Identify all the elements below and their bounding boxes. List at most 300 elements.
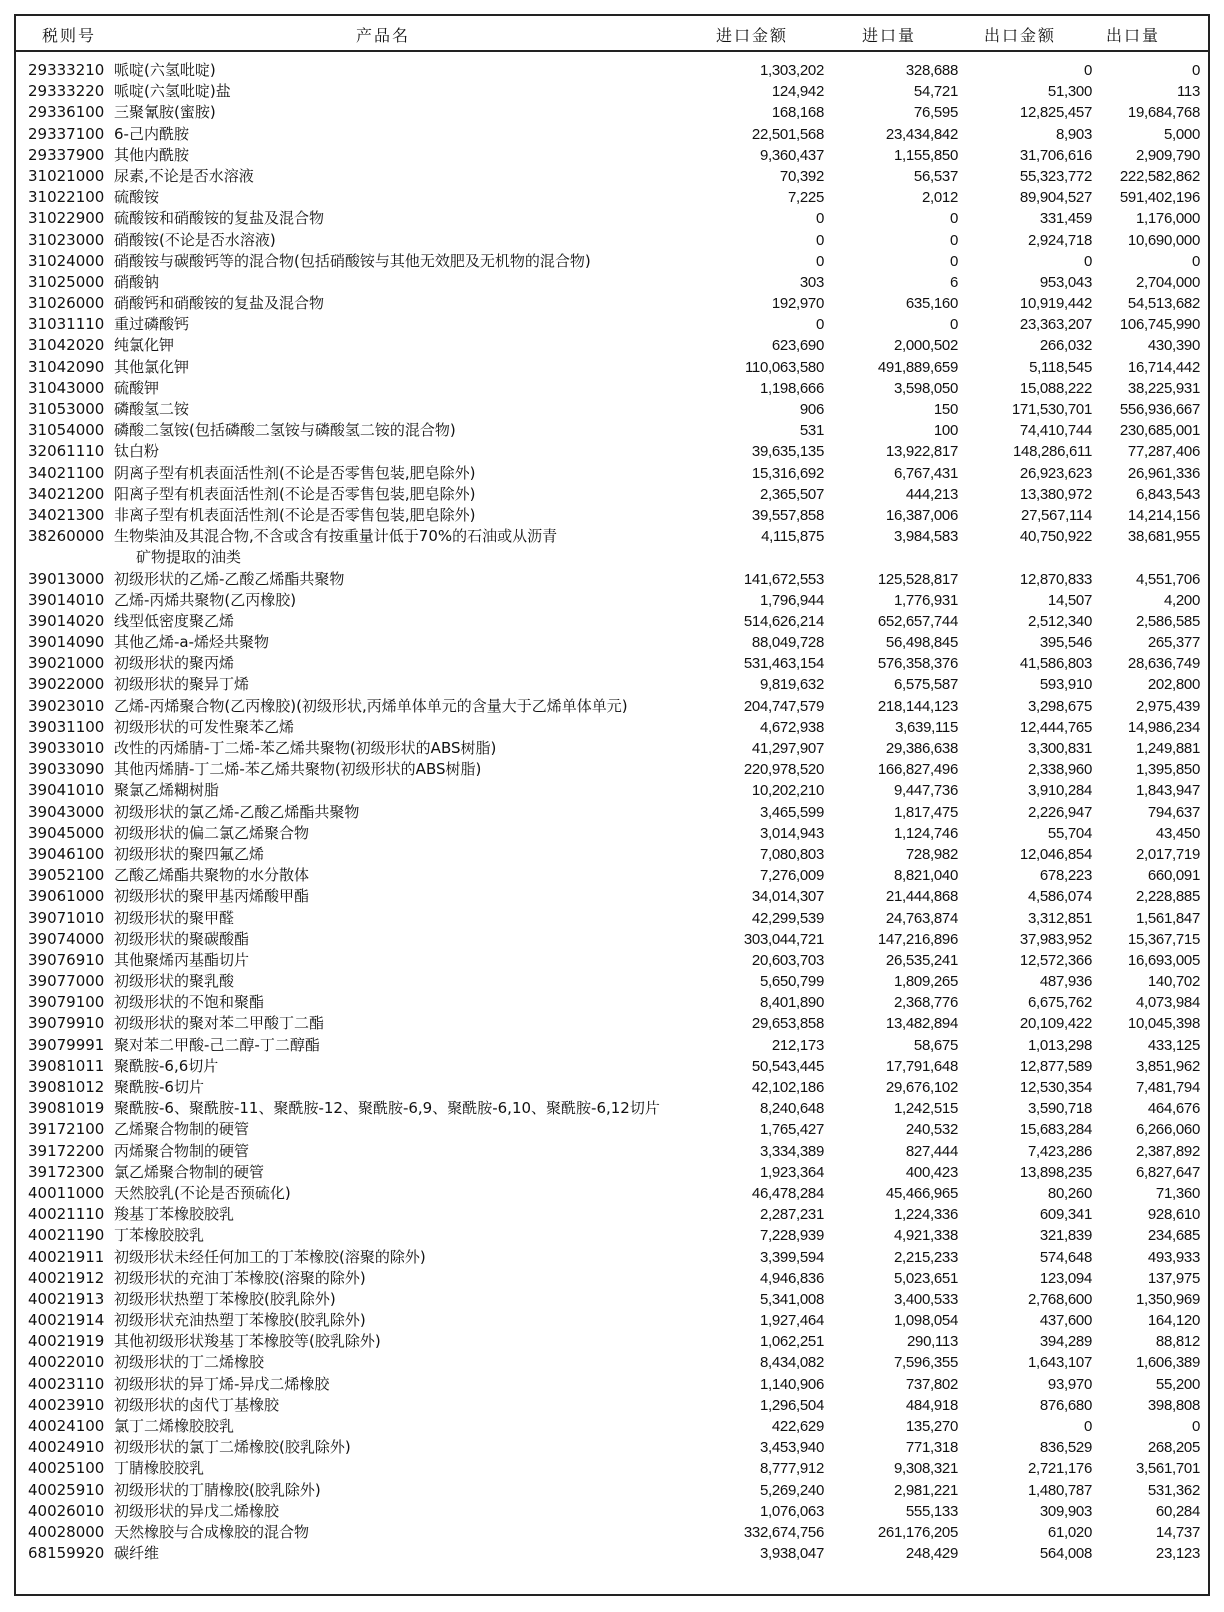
cell-product-name: 聚对苯二甲酸-己二醇-丁二醇酯 [114, 1035, 320, 1054]
cell-export-amount: 10,919,442 [1019, 295, 1092, 313]
cell-export-amount: 15,088,222 [1019, 379, 1092, 397]
cell-product-name: 初级形状的聚乳酸 [114, 972, 235, 991]
cell-product-name: 丁腈橡胶胶乳 [114, 1459, 205, 1478]
table-row [16, 1522, 1208, 1543]
cell-import-amount: 204,747,579 [743, 697, 824, 715]
cell-export-qty: 0 [1191, 1418, 1200, 1436]
cell-product-name: 初级形状的聚异丁烯 [114, 675, 250, 694]
cell-product-name: 磷酸氢二铵 [114, 400, 190, 418]
cell-product-name: 初级形状的聚甲基丙烯酸甲酯 [114, 887, 310, 906]
cell-product-name: 天然橡胶与合成橡胶的混合物 [114, 1522, 310, 1541]
cell-import-amount: 0 [815, 231, 824, 249]
cell-import-qty: 17,791,648 [885, 1057, 958, 1075]
cell-code: 39071010 [28, 908, 105, 927]
cell-export-amount: 27,567,114 [1021, 506, 1092, 524]
table-row [16, 1035, 1208, 1056]
cell-import-qty: 135,270 [905, 1418, 958, 1436]
cell-product-name: 初级形状的聚四氟乙烯 [114, 844, 265, 863]
cell-export-qty: 6,827,647 [1135, 1163, 1200, 1181]
cell-product-name: 初级形状的充油丁苯橡胶(溶聚的除外) [114, 1268, 366, 1287]
cell-import-qty: 2,368,776 [893, 994, 958, 1012]
cell-code: 40025910 [28, 1480, 105, 1499]
cell-import-qty: 2,012 [921, 189, 958, 207]
cell-code: 39014090 [28, 633, 105, 652]
cell-import-amount: 124,942 [771, 83, 824, 101]
table-row [16, 1098, 1208, 1119]
cell-product-name: 天然胶乳(不论是否预硫化) [114, 1183, 291, 1202]
table-row [16, 802, 1208, 823]
cell-import-amount: 46,478,284 [751, 1184, 824, 1202]
cell-import-amount: 10,202,210 [751, 782, 824, 800]
table-row [16, 399, 1208, 420]
cell-product-name: 聚酰胺-6、聚酰胺-11、聚酰胺-12、聚酰胺-6,9、聚酰胺-6,10、聚酰胺-6,12切片 [114, 1099, 660, 1118]
cell-import-qty: 58,675 [913, 1036, 958, 1054]
cell-product-name: 其他丙烯腈-丁二烯-苯乙烯共聚物(初级形状的ABS树脂) [114, 760, 482, 779]
cell-code: 40023910 [28, 1395, 105, 1414]
cell-import-amount: 9,360,437 [759, 146, 824, 164]
cell-export-amount: 0 [1083, 62, 1092, 79]
cell-import-amount: 7,228,939 [759, 1227, 824, 1245]
cell-export-qty: 113 [1176, 83, 1200, 101]
cell-code: 40023110 [28, 1374, 105, 1393]
cell-export-qty: 1,606,389 [1135, 1354, 1200, 1372]
cell-export-qty: 4,551,706 [1135, 570, 1200, 588]
cell-product-name: 初级形状的异戊二烯橡胶 [114, 1501, 280, 1520]
cell-export-qty: 14,214,156 [1127, 506, 1200, 524]
cell-export-qty: 2,704,000 [1135, 273, 1200, 291]
cell-export-qty: 0 [1191, 62, 1200, 79]
cell-code: 40021919 [28, 1332, 105, 1351]
cell-import-qty: 728,982 [905, 845, 958, 863]
cell-import-amount: 4,946,836 [759, 1269, 824, 1287]
cell-product-name: 初级形状的丁腈橡胶(胶乳除外) [114, 1480, 321, 1499]
cell-import-qty: 635,160 [905, 295, 958, 313]
cell-export-qty: 26,961,336 [1127, 464, 1200, 482]
cell-import-amount: 4,115,875 [761, 528, 824, 546]
cell-export-amount: 3,312,851 [1027, 909, 1092, 927]
cell-export-qty: 3,851,962 [1135, 1057, 1200, 1075]
cell-import-amount: 3,399,594 [759, 1248, 824, 1266]
cell-export-qty: 54,513,682 [1127, 295, 1200, 313]
cell-import-amount: 5,650,799 [759, 973, 824, 991]
cell-product-name: 初级形状的丁二烯橡胶 [114, 1353, 265, 1372]
cell-import-qty: 218,144,123 [877, 697, 958, 715]
table-row [16, 420, 1208, 441]
cell-export-qty: 6,843,543 [1135, 485, 1200, 503]
cell-export-qty: 15,367,715 [1127, 930, 1200, 948]
cell-export-qty: 1,395,850 [1135, 761, 1200, 779]
cell-import-amount: 3,014,943 [759, 824, 824, 842]
header-import-amount: 进口金额 [716, 26, 789, 45]
cell-code: 40021912 [28, 1268, 105, 1287]
cell-product-name: 聚酰胺-6,6切片 [114, 1056, 219, 1075]
cell-import-qty: 56,537 [913, 167, 958, 185]
cell-code: 34021100 [28, 463, 105, 482]
cell-export-qty: 14,737 [1155, 1523, 1200, 1541]
table-row [16, 611, 1208, 632]
cell-import-qty: 1,155,850 [893, 146, 958, 164]
table-row [16, 1352, 1208, 1373]
table-row [16, 272, 1208, 293]
cell-import-qty: 737,802 [905, 1375, 958, 1393]
cell-export-amount: 13,898,235 [1019, 1163, 1092, 1181]
cell-import-qty: 1,242,515 [893, 1100, 958, 1118]
cell-export-amount: 953,043 [1039, 273, 1092, 291]
cell-import-amount: 20,603,703 [751, 951, 824, 969]
cell-import-amount: 7,080,803 [759, 845, 824, 863]
cell-export-qty: 2,975,439 [1135, 697, 1200, 715]
cell-code: 31026000 [28, 294, 105, 313]
cell-import-qty: 6 [949, 273, 958, 291]
cell-product-name: 初级形状的卤代丁基橡胶 [114, 1395, 280, 1414]
cell-export-amount: 2,768,600 [1027, 1290, 1092, 1308]
cell-export-qty: 38,225,931 [1127, 379, 1200, 397]
cell-code: 39031100 [28, 717, 105, 736]
table-row [16, 1480, 1208, 1501]
cell-product-name: 改性的丙烯腈-丁二烯-苯乙烯共聚物(初级形状的ABS树脂) [114, 739, 497, 758]
cell-export-amount: 7,423,286 [1027, 1142, 1092, 1160]
cell-code: 29336100 [28, 103, 105, 122]
cell-product-name: 初级形状的氯乙烯-乙酸乙烯酯共聚物 [114, 802, 360, 821]
cell-import-qty: 2,215,233 [893, 1248, 958, 1266]
cell-import-amount: 8,240,648 [759, 1100, 824, 1118]
cell-import-amount: 192,970 [771, 295, 824, 313]
cell-product-name: 三聚氰胺(蜜胺) [114, 103, 216, 122]
cell-export-amount: 3,910,284 [1027, 782, 1092, 800]
table-row [16, 1162, 1208, 1183]
cell-product-name: 初级形状的聚对苯二甲酸丁二酯 [114, 1014, 325, 1033]
cell-code: 39079100 [28, 993, 105, 1012]
cell-import-amount: 4,672,938 [759, 718, 824, 736]
cell-import-amount: 623,690 [771, 337, 824, 355]
cell-export-amount: 8,903 [1055, 125, 1092, 143]
cell-export-qty: 398,808 [1147, 1396, 1200, 1414]
cell-import-amount: 422,629 [771, 1418, 824, 1436]
cell-product-name: 6-己内酰胺 [114, 124, 189, 143]
cell-import-amount: 42,299,539 [751, 909, 824, 927]
cell-code: 39077000 [28, 972, 105, 991]
table-row [16, 124, 1208, 145]
cell-code: 39076910 [28, 950, 105, 969]
cell-product-name: 初级形状的异丁烯-异戊二烯橡胶 [114, 1374, 330, 1393]
cell-export-qty: 23,123 [1155, 1545, 1200, 1563]
cell-product-name: 硝酸铵(不论是否水溶液) [114, 230, 276, 249]
cell-export-qty: 5,000 [1163, 125, 1200, 143]
cell-code: 39079910 [28, 1014, 105, 1033]
cell-code: 31021000 [28, 166, 105, 185]
cell-export-qty: 88,812 [1155, 1333, 1200, 1351]
table-row [16, 696, 1208, 717]
cell-export-qty: 3,561,701 [1135, 1460, 1200, 1478]
cell-import-qty: 3,400,533 [893, 1290, 958, 1308]
table-row [16, 378, 1208, 399]
cell-import-qty: 827,444 [905, 1142, 958, 1160]
cell-product-name: 初级形状的偏二氯乙烯聚合物 [114, 823, 310, 842]
cell-product-name: 初级形状的聚丙烯 [114, 654, 235, 673]
cell-code: 39033090 [28, 760, 105, 779]
cell-code: 31042020 [28, 336, 105, 355]
cell-import-qty: 652,657,744 [877, 612, 958, 630]
cell-import-qty: 248,429 [905, 1545, 958, 1563]
cell-product-name: 硝酸铵与碳酸钙等的混合物(包括硝酸铵与其他无效肥及无机物的混合物) [114, 251, 591, 270]
cell-import-amount: 0 [815, 210, 824, 228]
cell-import-amount: 141,672,553 [743, 570, 824, 588]
cell-product-name: 硝酸钠 [114, 272, 160, 291]
cell-export-amount: 12,825,457 [1019, 104, 1092, 122]
cell-import-qty: 29,386,638 [885, 740, 958, 758]
cell-import-qty: 771,318 [905, 1439, 958, 1457]
cell-import-amount: 50,543,445 [751, 1057, 824, 1075]
cell-export-amount: 5,118,545 [1029, 358, 1092, 376]
cell-product-name: 乙烯聚合物制的硬管 [114, 1120, 250, 1139]
table-row [16, 208, 1208, 229]
cell-export-amount: 12,870,833 [1019, 570, 1092, 588]
cell-export-qty: 4,200 [1163, 591, 1200, 609]
cell-code: 40021110 [28, 1205, 105, 1224]
cell-import-qty: 1,224,336 [893, 1206, 958, 1224]
table-row [16, 759, 1208, 780]
table-row [16, 929, 1208, 950]
cell-export-qty: 6,266,060 [1135, 1121, 1200, 1139]
cell-import-amount: 29,653,858 [751, 1015, 824, 1033]
cell-import-amount: 39,557,858 [751, 506, 824, 524]
cell-import-qty: 0 [949, 231, 958, 249]
table-row [16, 484, 1208, 505]
cell-import-amount: 1,140,906 [759, 1375, 824, 1393]
cell-export-amount: 12,046,854 [1019, 845, 1092, 863]
cell-product-name: 氯乙烯聚合物制的硬管 [114, 1162, 265, 1181]
table-row [16, 823, 1208, 844]
cell-import-qty: 76,595 [913, 104, 958, 122]
cell-export-qty: 19,684,768 [1127, 104, 1200, 122]
cell-import-amount: 70,392 [779, 167, 824, 185]
cell-product-name-line2: 矿物提取的油类 [136, 548, 242, 567]
cell-import-amount: 2,365,507 [759, 485, 824, 503]
cell-import-amount: 1,198,666 [759, 379, 824, 397]
cell-code: 39014020 [28, 611, 105, 630]
cell-export-qty: 222,582,862 [1119, 167, 1200, 185]
cell-export-qty: 137,975 [1147, 1269, 1200, 1287]
cell-import-qty: 21,444,868 [885, 888, 958, 906]
cell-import-qty: 576,358,376 [877, 655, 958, 673]
cell-import-amount: 110,063,580 [744, 358, 824, 376]
cell-import-qty: 16,387,006 [885, 506, 958, 524]
cell-code: 39046100 [28, 844, 105, 863]
cell-import-amount: 906 [799, 401, 824, 418]
table-row [16, 81, 1208, 102]
cell-export-qty: 556,936,667 [1119, 401, 1200, 418]
cell-product-name: 丁苯橡胶胶乳 [114, 1226, 205, 1245]
table-row [16, 1183, 1208, 1204]
cell-import-amount: 5,341,008 [759, 1290, 824, 1308]
cell-import-qty: 23,434,842 [885, 125, 958, 143]
cell-code: 29333210 [28, 61, 105, 79]
cell-import-amount: 8,777,912 [759, 1460, 824, 1478]
cell-import-amount: 1,796,944 [759, 591, 824, 609]
cell-code: 39081019 [28, 1099, 105, 1118]
cell-import-qty: 56,498,845 [885, 634, 958, 652]
cell-export-qty: 14,986,234 [1127, 718, 1200, 736]
cell-export-amount: 437,600 [1039, 1312, 1092, 1330]
cell-export-amount: 13,380,972 [1019, 485, 1092, 503]
cell-export-qty: 2,586,585 [1135, 612, 1200, 630]
cell-code: 31053000 [28, 400, 105, 418]
cell-export-qty: 4,073,984 [1135, 994, 1200, 1012]
cell-import-amount: 514,626,214 [743, 612, 824, 630]
table-row [16, 314, 1208, 335]
cell-import-amount: 42,102,186 [751, 1079, 824, 1097]
table-row [16, 1141, 1208, 1162]
cell-product-name: 初级形状的乙烯-乙酸乙烯酯共聚物 [114, 569, 345, 588]
cell-product-name: 聚酰胺-6切片 [114, 1078, 204, 1097]
cell-import-amount: 220,978,520 [743, 761, 824, 779]
cell-code: 29337100 [28, 124, 105, 143]
table-row [16, 1331, 1208, 1352]
cell-code: 39021000 [28, 654, 105, 673]
table-row [16, 971, 1208, 992]
cell-code: 39172300 [28, 1162, 105, 1181]
cell-product-name: 初级形状热塑丁苯橡胶(胶乳除外) [114, 1289, 336, 1308]
cell-export-amount: 61,020 [1047, 1523, 1092, 1541]
cell-export-qty: 1,350,969 [1135, 1290, 1200, 1308]
cell-export-amount: 14,507 [1047, 591, 1092, 609]
cell-import-qty: 1,098,054 [893, 1312, 958, 1330]
table-row [16, 463, 1208, 484]
cell-import-amount: 5,269,240 [759, 1481, 824, 1499]
cell-export-amount: 1,480,787 [1027, 1481, 1092, 1499]
table-row [16, 632, 1208, 653]
cell-export-amount: 74,410,744 [1019, 422, 1092, 440]
cell-import-amount: 3,465,599 [759, 803, 824, 821]
table-row [16, 950, 1208, 971]
table-row [16, 60, 1208, 81]
table-row [16, 865, 1208, 886]
cell-code: 31031110 [28, 315, 105, 334]
cell-code: 31042090 [28, 357, 105, 376]
cell-product-name: 纯氯化钾 [114, 336, 175, 355]
cell-export-amount: 15,683,284 [1019, 1121, 1092, 1139]
cell-code: 38260000 [28, 527, 105, 546]
cell-code: 39022000 [28, 675, 105, 694]
cell-import-qty: 13,482,894 [885, 1015, 958, 1033]
cell-import-amount: 8,434,082 [759, 1354, 824, 1372]
cell-export-amount: 31,706,616 [1019, 146, 1092, 164]
cell-import-amount: 2,287,231 [759, 1206, 824, 1224]
cell-product-name: 乙烯-丙烯聚合物(乙丙橡胶)(初级形状,丙烯单体单元的含量大于乙烯单体单元) [114, 696, 628, 715]
cell-product-name: 哌啶(六氢吡啶)盐 [114, 82, 231, 101]
cell-import-amount: 1,076,063 [759, 1502, 824, 1520]
table-row [16, 1077, 1208, 1098]
cell-export-amount: 20,109,422 [1019, 1015, 1092, 1033]
cell-code: 39172100 [28, 1120, 105, 1139]
cell-export-qty: 493,933 [1147, 1248, 1200, 1266]
cell-import-amount: 212,173 [771, 1036, 824, 1054]
table-row [16, 1437, 1208, 1458]
cell-product-name: 其他聚烯丙基酯切片 [114, 950, 250, 969]
table-row [16, 674, 1208, 695]
cell-code: 31043000 [28, 378, 105, 397]
cell-export-amount: 89,904,527 [1019, 189, 1092, 207]
cell-import-amount: 39,635,135 [751, 443, 824, 461]
cell-code: 68159920 [28, 1544, 105, 1563]
cell-import-qty: 2,000,502 [893, 337, 958, 355]
cell-import-qty: 1,776,931 [893, 591, 958, 609]
cell-import-qty: 2,981,221 [893, 1481, 958, 1499]
table-row [16, 844, 1208, 865]
cell-import-qty: 240,532 [905, 1121, 958, 1139]
cell-import-amount: 1,765,427 [759, 1121, 824, 1139]
cell-import-amount: 3,334,389 [759, 1142, 824, 1160]
cell-export-amount: 609,341 [1039, 1206, 1092, 1224]
cell-export-qty: 28,636,749 [1127, 655, 1200, 673]
cell-export-amount: 80,260 [1047, 1184, 1092, 1202]
cell-import-qty: 45,466,965 [885, 1184, 958, 1202]
cell-export-qty: 7,481,794 [1135, 1079, 1200, 1097]
cell-product-name: 硫酸钾 [114, 378, 160, 397]
table-row [16, 102, 1208, 123]
cell-export-amount: 487,936 [1039, 973, 1092, 991]
cell-export-amount: 23,363,207 [1019, 316, 1092, 334]
header-name: 产品名 [356, 26, 411, 45]
cell-import-qty: 261,176,205 [877, 1523, 958, 1541]
cell-code: 39023010 [28, 696, 105, 715]
cell-code: 39052100 [28, 866, 105, 885]
header-code: 税则号 [42, 26, 97, 45]
cell-export-qty: 660,091 [1147, 867, 1200, 885]
cell-code: 39081012 [28, 1078, 105, 1097]
cell-import-amount: 0 [815, 316, 824, 334]
cell-import-amount: 303,044,721 [743, 930, 824, 948]
cell-product-name-line1: 生物柴油及其混合物,不含或含有按重量计低于70%的石油或从沥青 [114, 527, 558, 546]
cell-export-qty: 202,800 [1147, 676, 1200, 694]
cell-import-qty: 24,763,874 [885, 909, 958, 927]
cell-import-amount: 0 [815, 252, 824, 270]
cell-export-qty: 2,228,885 [1135, 888, 1200, 906]
cell-export-amount: 2,512,340 [1027, 612, 1092, 630]
cell-export-amount: 4,586,074 [1027, 888, 1092, 906]
cell-export-amount: 2,226,947 [1027, 803, 1092, 821]
cell-export-qty: 77,287,406 [1127, 443, 1200, 461]
table-row [16, 1501, 1208, 1522]
cell-import-amount: 22,501,568 [751, 125, 824, 143]
cell-import-qty: 491,889,659 [877, 358, 958, 376]
cell-product-name: 哌啶(六氢吡啶) [114, 61, 216, 79]
cell-export-amount: 678,223 [1039, 867, 1092, 885]
cell-export-qty: 106,745,990 [1119, 316, 1200, 334]
cell-import-qty: 0 [949, 210, 958, 228]
cell-export-amount: 41,586,803 [1019, 655, 1092, 673]
table-row [16, 1268, 1208, 1289]
table-row [16, 1119, 1208, 1140]
cell-export-amount: 12,572,366 [1019, 951, 1092, 969]
cell-import-qty: 54,721 [913, 83, 958, 101]
cell-export-amount: 40,750,922 [1019, 528, 1092, 546]
cell-import-qty: 26,535,241 [885, 951, 958, 969]
cell-code: 40021911 [28, 1247, 105, 1266]
cell-import-amount: 303 [799, 273, 824, 291]
cell-export-qty: 10,045,398 [1127, 1015, 1200, 1033]
cell-product-name: 乙酸乙烯酯共聚物的水分散体 [114, 866, 310, 885]
cell-import-qty: 1,817,475 [893, 803, 958, 821]
cell-import-qty: 9,447,736 [893, 782, 958, 800]
cell-product-name: 阳离子型有机表面活性剂(不论是否零售包装,肥皂除外) [114, 484, 476, 503]
cell-import-amount: 332,674,756 [743, 1523, 824, 1541]
cell-import-qty: 3,598,050 [893, 379, 958, 397]
cell-code: 40021190 [28, 1226, 105, 1245]
cell-import-amount: 1,296,504 [759, 1396, 824, 1414]
table-row [16, 653, 1208, 674]
cell-product-name: 羧基丁苯橡胶胶乳 [114, 1205, 235, 1224]
